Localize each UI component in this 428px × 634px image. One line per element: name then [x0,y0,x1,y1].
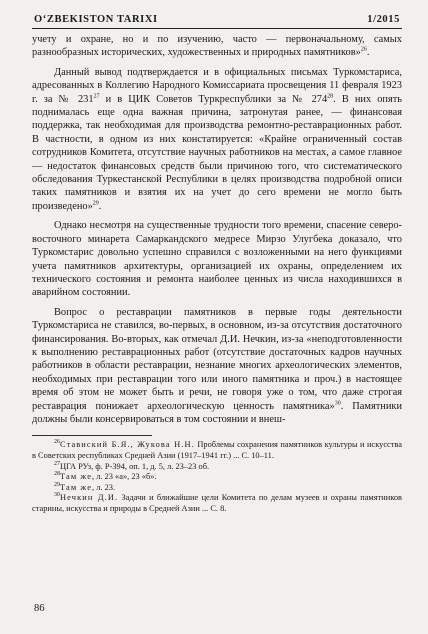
issue-number: 1/2015 [367,14,400,25]
paragraph: Однако несмотря на существенные трудности того времени, спасение северо-восточного минарета Самаркандского медресе Мирзо Улугбека доказало, что Туркомстарис довольно успешно справился с возложенными на него функциями учета памятников архитектуры, организацией их охраны, определением их технического состояния и ремонта наиболее ценных из числа находившихся в аварийном состоянии. [32,220,402,299]
footnote-ref-27[interactable]: 27 [93,93,100,100]
footnote-ref-28[interactable]: 28 [327,93,334,100]
footnote-29: $^{29}$Там же, л. 23. [54,481,116,492]
footnote-divider [32,435,152,436]
footnotes [32,440,402,514]
page-number: 86 [34,603,45,614]
paragraph: Данный вывод подтверждается и в официальных письмах Туркомстариса, адресованных в Коллегию Народного Комиссариата просвещения 11 февраля 1923 г. за № $231^{27}$ и в ЦИК Советов Туркреспублики за № $274^{28}$. В них опять поднималась еще одна важная причина, затронутая ранее, — финансовая поддержка, так необходимая для производства ремонтно-реставрационных работ. В частности, в одном из них констатируется: «Крайне ограниченный состав сотрудников Комитета, отсутствие научных работников на местах, а самое главное — недостаток финансовых средств были причиною того, что систематического обследования Туркестанской Республики в целях производства подробной описи таких памятников и взятия их на учет до сего времени не могло быть произведено»$^{29}$. [32,66,403,212]
paragraph: Вопрос о реставрации памятников в первые годы деятельности Туркомстариса не ставился, во-первых, в основном, из-за отсутствия достаточного финансирования. Во-вторых, как отмечал Д.И. Нечкин, из-за «неподготовленности к выполнению реставрационных работ (отсутствие достаточных кадров научных работников в области реставрации, незнание многих археологических элементов, необходимых при реставрации того или иного памятника и проч.) в настоящее время об этом не может быть и речи, не говоря уже о том, что даже строгая реставрация понижает археологическую ценность памятника»$^{30}$. Памятники должны были консервироваться в том состоянии и внеш- [32,306,402,425]
footnote-28: $^{28}$Там же, л. 23 «а», 23 «б». [54,471,157,482]
running-header [32,14,402,29]
footnote-26: $^{26}$Ставиский Б.Я., Жукова Н.Н. Проблемы сохранения памятников культуры и искусства в Советских республиках Средней Азии (1917–1941 гг.) ... С. 10–11. [32,439,402,460]
journal-title: O‘ZBEKISTON TARIXI [34,14,158,25]
footnote-27: $^{27}$ЦГА РУз, ф. Р-394, оп. 1, д. 5, л. 23–23 об. [54,460,210,471]
footnote-30: $^{30}$Нечкин Д.И. Задачи и ближайшие цели Комитета по делам музеев и охраны памятников старины, искусства и природы в Средней Азии ... С. 8. [32,492,402,513]
paragraph-continuation: учету и охране, но и по изучению, часто — первоначальному, самых разнообразных исторических, художественных и природных памятников»$^{26}$. [32,34,402,59]
footnote-ref-29[interactable]: 29 [92,200,99,207]
footnote-ref-30[interactable]: 30 [334,400,341,407]
footnote-ref-26[interactable]: 26 [360,46,367,53]
article-body [32,33,402,426]
